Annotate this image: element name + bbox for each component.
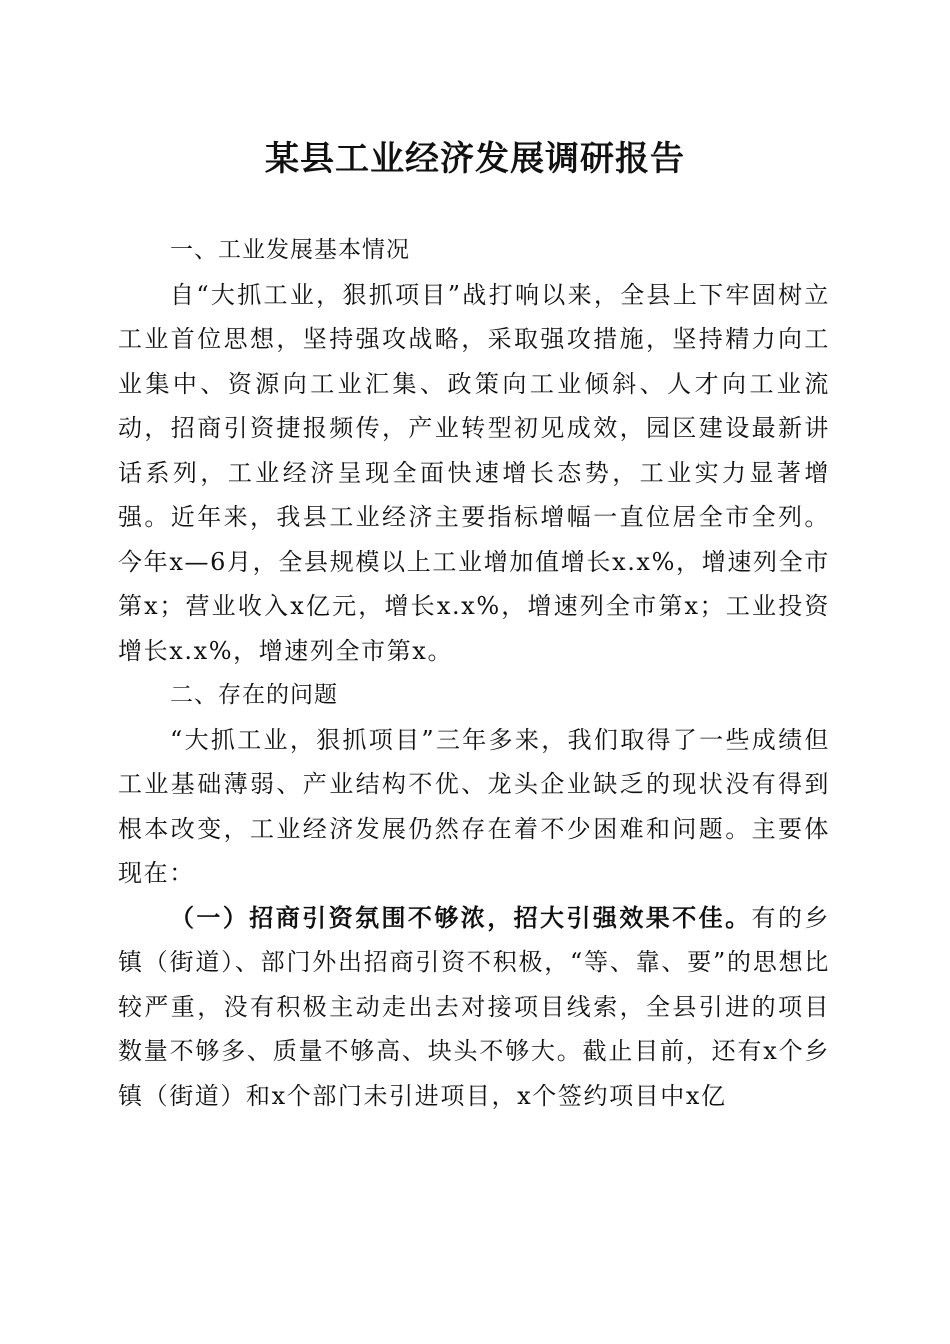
document-title: 某县工业经济发展调研报告 <box>265 139 685 179</box>
section-paragraph-1: 自“大抓工业，狠抓项目”战打响以来，全县上下牢固树立工业首位思想，坚持强攻战略，采取强攻措施，坚持精力向工业集中、资源向工业汇集、政策向工业倾斜、人才向工业流动，招商引资捷报频传，产业转型初见成效，园区建设最新讲话系列，工业经济呈现全面快速增长态势，工业实力显著增强。近年来，我县工业经济主要指标增幅一直位居全市全列。今年x—6月，全县规模以上工业增加值增长x.x%，增速列全市第x；营业收入x亿元，增长x.x%，增速列全市第x；工业投资增长x.x%，增速列全市第x。 <box>118 280 830 665</box>
subsection-lead-1: （一）招商引资氛围不够浓，招大引强效果不佳。 <box>170 902 752 932</box>
section-paragraph-2: “大抓工业，狠抓项目”三年多来，我们取得了一些成绩但工业基础薄弱、产业结构不优、龙头企业缺乏的现状没有得到根本改变，工业经济发展仍然存在着不少困难和问题。主要体现在： <box>118 725 830 887</box>
document-body <box>118 228 830 1118</box>
subsection-paragraph-1 <box>118 896 830 1119</box>
section-heading-1: 一、工业发展基本情况 <box>170 237 410 263</box>
section-heading-2: 二、存在的问题 <box>170 682 338 708</box>
subsection-text-1: 有的乡镇（街道）、部门外出招商引资不积极，“等、靠、要”的思想比较严重，没有积极主动走出去对接项目线索，全县引进的项目数量不够多、质量不够高、块头不够大。截止目前，还有x个乡镇（街道）和x个部门未引进项目，x个签约项目中x亿 <box>118 903 830 1110</box>
